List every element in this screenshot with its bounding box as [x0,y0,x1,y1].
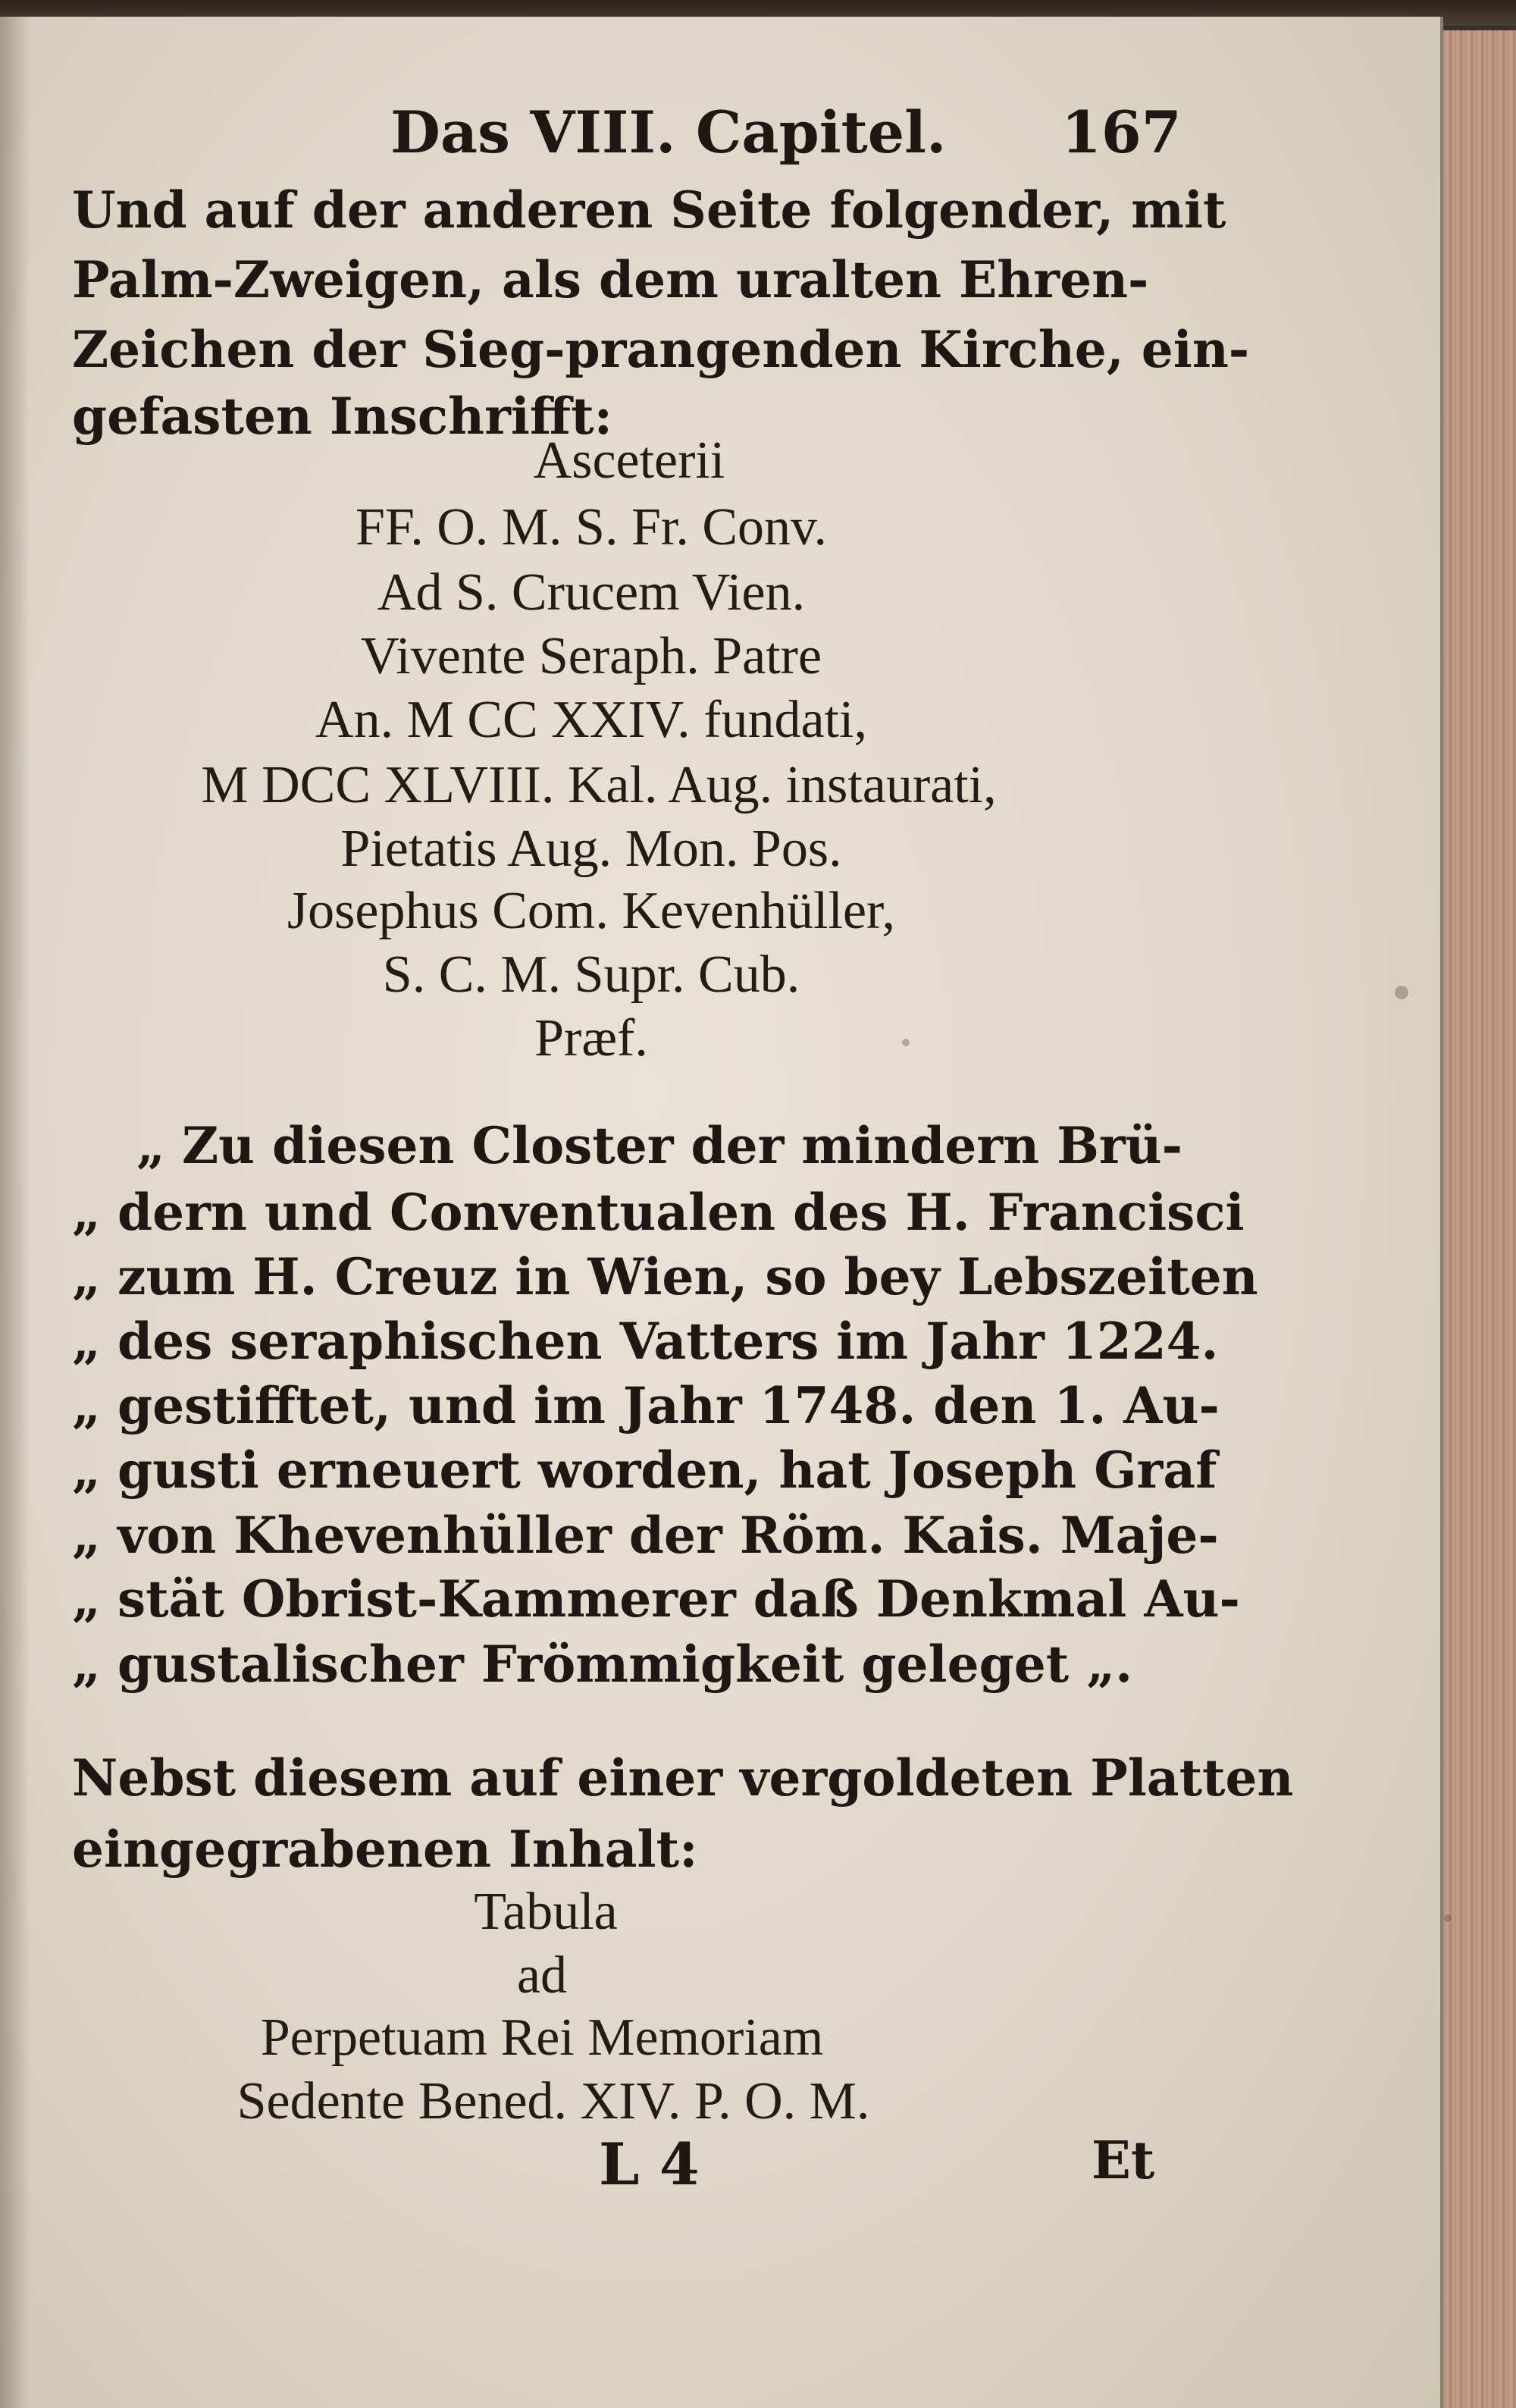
page-edges [1443,30,1516,2408]
inscription-line: Josephus Com. Kevenhüller, [287,882,896,940]
quote-mark: „ [136,1116,165,1175]
inscription-line: M DCC XLVIII. Kal. Aug. instaurati, [201,756,997,814]
inscription-line: An. M CC XXIV. fundati, [315,691,867,749]
inscription-line: Vivente Seraph. Patre [360,627,822,685]
quoted-text: gestifftet, und im Jahr 1748. den 1. Au- [117,1376,1220,1435]
text-line: Palm-Zweigen, als dem uralten Ehren- [72,250,1149,309]
quoted-text: gusti erneuert worden, hat Joseph Graf [117,1441,1217,1500]
signature-mark: L 4 [599,2131,700,2198]
quoted-text: Zu diesen Closter der mindern Brü- [182,1116,1183,1175]
quoted-line [72,1569,1240,1629]
quoted-line [72,1183,1245,1242]
quoted-text: zum H. Creuz in Wien, so bey Lebszeiten [117,1247,1258,1306]
quoted-line [72,1506,1219,1565]
text-line: Zeichen der Sieg-prangenden Kirche, ein- [72,320,1250,379]
text-line: Und auf der anderen Seite folgender, mit [72,180,1226,240]
quote-mark: „ [72,1506,101,1565]
quote-mark: „ [72,1441,101,1500]
quoted-text: des seraphischen Vatters im Jahr 1224. [117,1312,1219,1371]
page-number: 167 [1061,99,1182,166]
inscription-line: Ad S. Crucem Vien. [377,563,806,622]
tabula-line: Perpetuam Rei Memoriam [260,2008,824,2067]
quote-mark: „ [72,1312,101,1371]
running-head [0,99,1213,182]
quote-mark: „ [72,1183,101,1242]
text-line: Nebst diesem auf einer vergoldeten Platten [72,1748,1294,1808]
quoted-line [72,1441,1217,1500]
inscription-line: FF. O. M. S. Fr. Conv. [355,498,827,557]
inscription-line: Pietatis Aug. Mon. Pos. [340,820,842,878]
inscription-line: Asceterii [533,431,725,490]
paper-stain [1444,1914,1452,1922]
quoted-text: von Khevenhüller der Röm. Kais. Maje- [117,1506,1219,1565]
quoted-text: stät Obrist-Kammerer daß Denkmal Au- [117,1569,1240,1629]
tabula-line: ad [516,1946,568,2005]
text-line: gefasten Inschrifft: [72,387,612,446]
quoted-text: dern und Conventualen des H. Francisci [117,1183,1245,1242]
inscription-line: S. C. M. Supr. Cub. [382,945,800,1004]
text-line: eingegrabenen Inhalt: [72,1820,698,1879]
paper-stain [1395,986,1408,999]
inscription-line: Præf. [534,1009,648,1068]
quote-mark: „ [72,1247,101,1306]
quote-mark: „ [72,1635,101,1694]
quoted-line [72,1312,1219,1371]
quoted-text: gustalischer Frömmigkeit geleget „. [117,1635,1133,1694]
quote-mark: „ [72,1569,101,1629]
quoted-line [72,1635,1201,1694]
catchword: Et [1092,2131,1155,2191]
quoted-line [136,1116,1198,1175]
quoted-line [72,1247,1258,1306]
quoted-line [72,1376,1220,1435]
tabula-line: Sedente Bened. XIV. P. O. M. [236,2072,870,2131]
quote-mark: „ [72,1376,101,1435]
chapter-heading: Das VIII. Capitel. [390,99,947,166]
tabula-line: Tabula [474,1883,618,1941]
